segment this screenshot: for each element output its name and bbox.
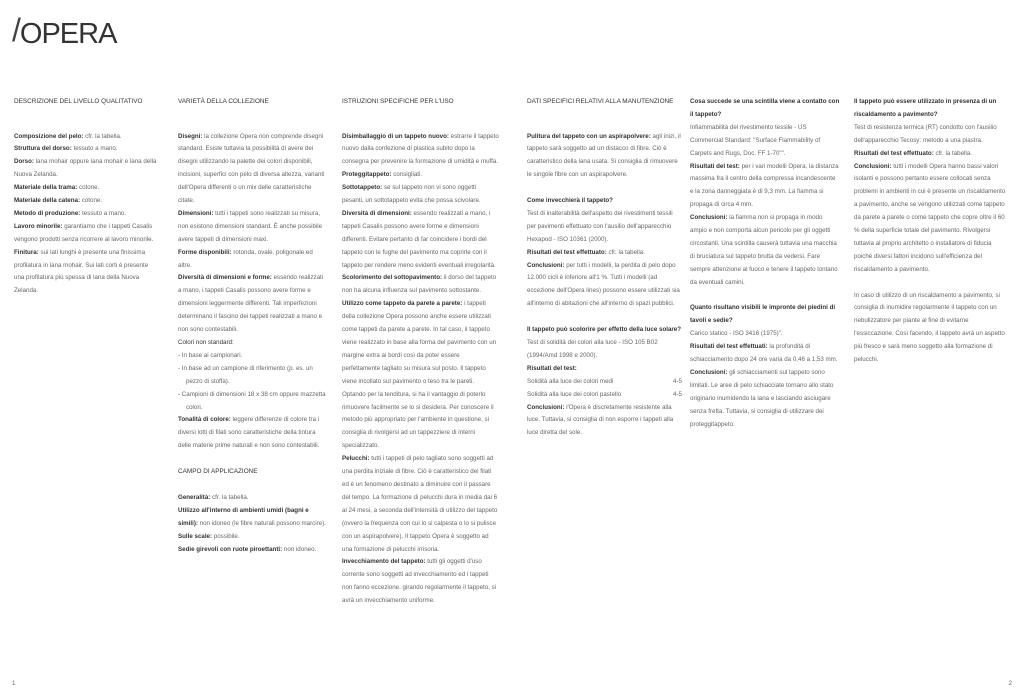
paragraph: Conclusioni: la fiamma non si propaga in modo ampio e non comporta alcun pericolo per gli oggetti circostanti. Una scintilla causerà tuttavia una macchia di bruciatura sul tappeto brutta da vedersi. Fare sempre attenzione al fuoco e tenere il tappeto lontano da eventuali camini. xyxy=(690,214,838,286)
quality-item: Composizione del pelo: cfr. la tabella. xyxy=(14,132,122,140)
column-collection-variety xyxy=(178,96,328,556)
subheading: Come invecchierà il tappeto? xyxy=(527,197,613,205)
paragraph: Test di resistenza termica (RT) condotto con l'ausilio dell'apparecchio Tecosy: metodo a una piastra. xyxy=(854,123,997,144)
paragraph: Scolorimento del sottopavimento: il dorso del tappeto non ha alcuna influenza sul pavimento sottostante. xyxy=(342,274,497,295)
paragraph: Proteggitappeto: consigliati. xyxy=(342,171,423,179)
paragraph: Test di solidità dei colori alla luce - ISO 105 B02 (1994/Amd 1998 e 2000). xyxy=(527,338,658,359)
paragraph: Conclusioni: tutti i modelli Opera hanno bassi valori isolanti e possono pertanto essere collocati senza problemi in ambienti in cui è presente un riscaldamento a pavimento, anche se vengono utilizzati come tappeto da parete a parete o come tappeto che copre oltre il 60 % della superficie totale del pavimento. Rivolgersi tuttavia al proprio architetto o installatore di fiducia poiché diversi fattori incidono sull'efficienza del riscaldamento a pavimento. xyxy=(854,162,1006,273)
paragraph: Infiammabilità del rivestimento tessile - US Commercial Standard: "Surface Flammability of Carpets and Rugs, Doc. FF 1-70"". xyxy=(690,123,821,157)
list-item: - Campioni di dimensioni 18 x 38 cm oppure mazzetta colori. xyxy=(178,390,326,411)
quality-item: Materiale della trama: cotone. xyxy=(14,184,100,192)
paragraph: Sedie girevoli con ruote piroettanti: non idoneo. xyxy=(178,545,317,553)
paragraph: Tonalità di colore: leggere differenze di colore tra i diversi lotti di filati sono caratteristiche della tintura delle materie prime naturali e non sono contestabili. xyxy=(178,416,320,450)
paragraph: Carico statico - ISO 3416 (1975)". xyxy=(690,330,783,338)
paragraph: Pelucchi: tutti i tappeti di pelo tagliato sono soggetti ad una perdita iniziale di fibre. Ciò è caratteristico dei filati ed è un fenomeno destinato a diminuire con il passare del tempo. La formazione di pelucchi dura in media dai 6 ai 24 mesi, a seconda dell'intensità di utilizzo del tappeto (ovvero la frequenza con cui lo si calpesta o lo si pulisce con un aspirapolvere). Il tappeto Opera è soggetto ad una formazione di pelucchi irrisoria. xyxy=(342,455,498,553)
paragraph: Dimensioni: tutti i tappeti sono realizzati su misura, non esistono dimensioni standard. È anche possibile avere tappeti di dimensioni maxi. xyxy=(178,209,323,243)
paragraph: Colori non standard: xyxy=(178,339,234,346)
paragraph: Sulle scale: possibile. xyxy=(178,532,240,540)
paragraph: Invecchiamento del tappeto: tutti gli oggetti d'uso corrente sono soggetti ad invecchiamento ed i tappeti non fanno eccezione. girando regolarmente il tappeto, si avrà un invecchiamento uniforme. xyxy=(342,558,497,605)
paragraph: Risultati del test effettuato: cfr. la tabella. xyxy=(527,248,645,256)
subheading: Il tappeto può scolorire per effetto della luce solare? xyxy=(527,326,682,334)
column-underfloor-heating xyxy=(854,96,1006,367)
paragraph: Risultati del test: per i vari modelli Opera, la distanza massima fra il centro della compressa incandescente e la zona danneggiata è di 9,3 mm. La fiamma si propaga di circa 4 mm. xyxy=(690,162,839,209)
column-quality-description xyxy=(14,96,159,298)
paragraph: Conclusioni: l'Opera è discretamente resistente alla luce. Tuttavia, si consiglia di non esporre i tappeti alla luce diretta del sole. xyxy=(527,403,674,437)
section-title: DATI SPECIFICI RELATIVI ALLA MANUTENZIONE xyxy=(527,98,674,105)
list-item: - In base ad un campione di riferimento (p. es. un pezzo di stoffa). xyxy=(178,364,313,385)
column-maintenance-data xyxy=(527,96,682,440)
paragraph: Diversità di dimensioni: essendo realizzati a mano, i tappeti Casalis possono avere forme e dimensioni differenti. Evitare pertanto di far coincidere i bordi del tappeto con le fughe del pavimento ma coprirle con il tappeto per rendere meno evidenti eventuali irregolarità. xyxy=(342,209,496,269)
paragraph: Utilizzo all'interno di ambienti umidi (bagni e simili): non idoneo (le fibre naturali possono marcire). xyxy=(178,506,326,527)
quality-item: Lavoro minorile: garantiamo che i tappeti Casalis vengono prodotti senza ricorrere al lavoro minorile. xyxy=(14,222,154,243)
paragraph: Sottotappeto: se sul tappeto non vi sono oggetti pesanti, un sottotappeto evita che possa scivolare. xyxy=(342,184,481,205)
quality-item: Metodo di produzione: tessuto a mano. xyxy=(14,209,127,217)
subheading: Quanto risultano visibili le impronte dei piedini di tavoli e sedie? xyxy=(690,304,836,325)
quality-item: Dorso: lana mohair oppure lana mohair e lana della Nuova Zelanda. xyxy=(14,158,157,179)
paragraph: In caso di utilizzo di un riscaldamento a pavimento, si consiglia di inumidire regolarmente il tappeto con un nebulizzatore per piante al fine di evitarne l'essiccazione. Così facendo, il tappeto avrà un aspetto più fresco e sarà meno soggetto alla formazione di pelucchi. xyxy=(854,291,1005,364)
section-title: ISTRUZIONI SPECIFICHE PER L'USO xyxy=(342,98,454,105)
logo-word: OPERA xyxy=(19,18,117,50)
paragraph: Forme disponibili: rotonda, ovale, poligonale ed altre. xyxy=(178,248,313,269)
section-title: DESCRIZIONE DEL LIVELLO QUALITATIVO xyxy=(14,98,143,105)
paragraph: Diversità di dimensioni e forme: essendo realizzati a mano, i tappeti Casalis possono avere forme e dimensioni leggermente differenti. Tali imperfezioni determinano il fascino dei tappeti realizzati a mano e non sono contestabili. xyxy=(178,274,324,334)
logo-slash: / xyxy=(12,12,20,48)
opera-logo xyxy=(12,14,116,51)
paragraph: Disimballaggio di un tappeto nuovo: estrarre il tappeto nuovo dalla confezione di plastica subito dopo la consegna per prevenire la formazione di umidità e muffa. xyxy=(342,132,499,166)
paragraph: Pulitura del tappeto con un aspirapolvere: agli inizi, il tappeto sarà soggetto ad un distacco di fibre. Ciò è caratteristico della lana usata. Si consiglia di rimuovere le singole fibre con un aspirapolvere. xyxy=(527,132,681,179)
paragraph: Test di inalterabilità dell'aspetto dei rivestimenti tessili per pavimenti effettuato con l'ausilio dell'apparecchio Hexapod - ISO 10361 (2000). xyxy=(527,209,673,243)
quality-item: Finitura: sui lati lunghi è presente una finissima profilatura in lana mohair. Sui lati corti è presente una profilatura più spessa di lana della Nuova Zelanda. xyxy=(14,248,149,295)
subheading: Il tappeto può essere utilizzato in presenza di un riscaldamento a pavimento? xyxy=(854,98,997,118)
result-row: Solidità alla luce dei colori pastello 4-5 xyxy=(527,390,682,398)
paragraph: Disegni: la collezione Opera non comprende disegni standard. Esiste tuttavia la possibilità di avere dei disegni utilizzando la palette dei colori disponibili, incisioni, superfici con pelo di diversa altezza, varianti dell'Opera differenti o un mix delle caratteristiche citate. xyxy=(178,132,325,205)
paragraph: Utilizzo come tappeto da parete a parete: i tappeti della collezione Opera possono anche essere utilizzati come tappeti da parete a parete. In tal caso, il tappeto viene realizzato in base alla forma del pavimento con un margine extra ai bordi così da poter essere perfettamente tagliato su misura sul posto. Il tappeto viene incollato sul pavimento o teso tra le pareti. Optando per la tenditura, si ha il vantaggio di poterlo rimuovere facilmente se lo si desidera. Per conoscere il metodo più appropriato per l'ambiente in questione, si consiglia di rivolgersi ad un tappezziere di interni specializzato. xyxy=(342,300,497,450)
paragraph: Conclusioni: gli schiacciamenti sul tappeto sono limitati. Le aree di pelo schiacciate tornano allo stato originario inumidendo la lana e lasciando asciugare senza fretta. Tuttavia, si consiglia di utilizzare dei proteggitappeto. xyxy=(690,369,834,428)
paragraph: Conclusioni: per tutti i modelli, la perdita di pelo dopo 12.000 cicli è inferiore all'1 %. Tutti i modelli (ad eccezione dell'Opera lines) possono essere utilizzati sia all'interno di abitazioni che all'interno di spazi pubblici. xyxy=(527,261,680,308)
section-title: CAMPO DI APPLICAZIONE xyxy=(178,468,258,476)
paragraph: Risultati del test: xyxy=(527,364,577,372)
paragraph: Risultati del test effettuato: cfr. la tabella. xyxy=(854,149,972,157)
quality-item: Struttura del dorso: tessuto a mano. xyxy=(14,145,118,153)
quality-item: Materiale della catena: cotone. xyxy=(14,197,103,205)
paragraph: Generalità: cfr. la tabella. xyxy=(178,493,249,501)
page-number-right: 2 xyxy=(1008,681,1012,687)
subheading: Cosa succede se una scintilla viene a contatto con il tappeto? xyxy=(690,98,840,118)
section-title: VARIETÀ DELLA COLLEZIONE xyxy=(178,98,269,105)
column-usage-instructions xyxy=(342,96,499,608)
page-number-left: 1 xyxy=(12,681,16,687)
result-row: Solidità alla luce dei colori medi 4-5 xyxy=(527,377,682,385)
paragraph: Risultati del test effettuati: la profondità di schiacciamento dopo 24 ore varia da 0,46 a 1,53 mm. xyxy=(690,343,838,364)
list-item: - In base ai campionari. xyxy=(178,351,243,359)
column-fire-and-pressure xyxy=(690,96,840,432)
